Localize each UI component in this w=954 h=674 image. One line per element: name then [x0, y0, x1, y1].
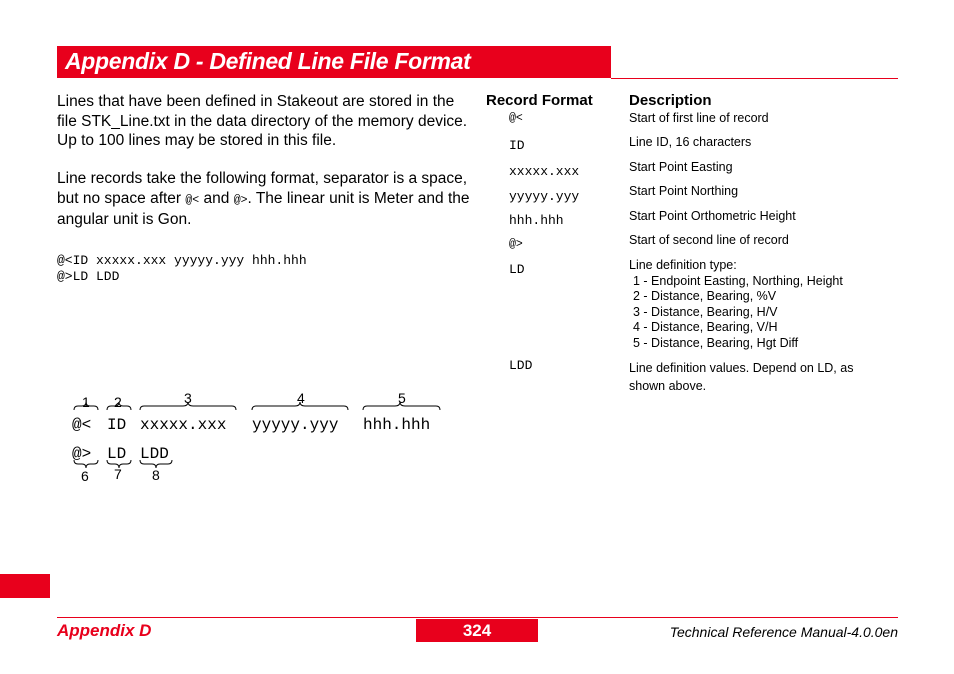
diagram-token-ldd: LDD: [140, 445, 169, 463]
record-desc-northing: Start Point Northing: [629, 184, 739, 198]
format-text-and: and: [199, 189, 234, 207]
diagram-label-6: 6: [81, 468, 89, 484]
ld-type-1: 1 - Endpoint Easting, Northing, Height: [633, 273, 843, 288]
record-desc-id: Line ID, 16 characters: [629, 135, 752, 149]
format-code-open: @<: [185, 193, 200, 207]
record-desc-start: Start of first line of record: [629, 111, 769, 125]
column-header-format: Record Format: [486, 92, 593, 109]
format-paragraph: [57, 169, 472, 230]
record-code-ldd: LDD: [509, 358, 533, 373]
footer-rule: [57, 617, 898, 618]
footer-manual-title: Technical Reference Manual-4.0.0en: [669, 624, 898, 640]
diagram-token-easting: xxxxx.xxx: [140, 416, 227, 434]
diagram-token-open: @<: [72, 416, 92, 434]
record-code-id: ID: [509, 138, 525, 153]
diagram-token-northing: yyyyy.yyy: [252, 416, 339, 434]
title-bar: [57, 46, 611, 78]
diagram-label-4: 4: [297, 390, 305, 406]
section-tab-marker: [0, 574, 50, 598]
diagram-label-1: 1: [82, 394, 90, 410]
diagram-token-id: ID: [107, 416, 127, 434]
code-line-2: @>LD LDD: [57, 269, 120, 284]
record-code-start: @<: [509, 112, 523, 125]
record-code-easting: xxxxx.xxx: [509, 164, 580, 179]
diagram-label-8: 8: [152, 467, 160, 483]
diagram-label-2: 2: [114, 394, 122, 410]
diagram-label-7: 7: [114, 466, 122, 482]
diagram-token-ld: LD: [107, 445, 127, 463]
page-title: Appendix D - Defined Line File Format: [65, 48, 471, 74]
format-text-a: Line records take the following format, separator is a space, but no space after: [57, 170, 468, 207]
ld-type-5: 5 - Distance, Bearing, Hgt Diff: [633, 335, 799, 350]
page-number: 324: [416, 619, 538, 642]
diagram-token-height: hhh.hhh: [363, 416, 431, 434]
record-code-northing: yyyyy.yyy: [509, 189, 580, 204]
diagram-label-3: 3: [184, 390, 192, 406]
ld-type-2: 2 - Distance, Bearing, %V: [633, 289, 777, 303]
record-code-second: @>: [509, 238, 523, 251]
record-code-height: hhh.hhh: [509, 213, 564, 228]
record-desc-second: Start of second line of record: [629, 233, 789, 247]
record-desc-ld: [629, 258, 889, 351]
footer-section: Appendix D: [57, 621, 152, 640]
record-code-ld: LD: [509, 262, 525, 277]
code-example: [57, 253, 307, 285]
diagram-token-second: @>: [72, 445, 92, 463]
intro-paragraph: Lines that have been defined in Stakeout are stored in the file STK_Line.txt in the data directory of the memory device. Up to 100 lines may be stored in this file.: [57, 93, 468, 149]
column-header-description: Description: [629, 92, 712, 109]
record-desc-ldd: Line definition values. Depend on LD, as shown above.: [629, 361, 854, 393]
format-code-close: @>: [233, 193, 248, 207]
record-desc-height: Start Point Orthometric Height: [629, 209, 796, 223]
ld-type-3: 3 - Distance, Bearing, H/V: [633, 304, 778, 319]
diagram-label-5: 5: [398, 390, 406, 406]
record-desc-easting: Start Point Easting: [629, 160, 733, 174]
format-text-b: . The linear unit is Meter and the angular unit is Gon.: [57, 189, 470, 228]
ld-desc-title: Line definition type:: [629, 258, 737, 272]
code-line-1: @<ID xxxxx.xxx yyyyy.yyy hhh.hhh: [57, 253, 307, 268]
title-rule: [611, 78, 898, 79]
ld-type-4: 4 - Distance, Bearing, V/H: [633, 320, 778, 334]
